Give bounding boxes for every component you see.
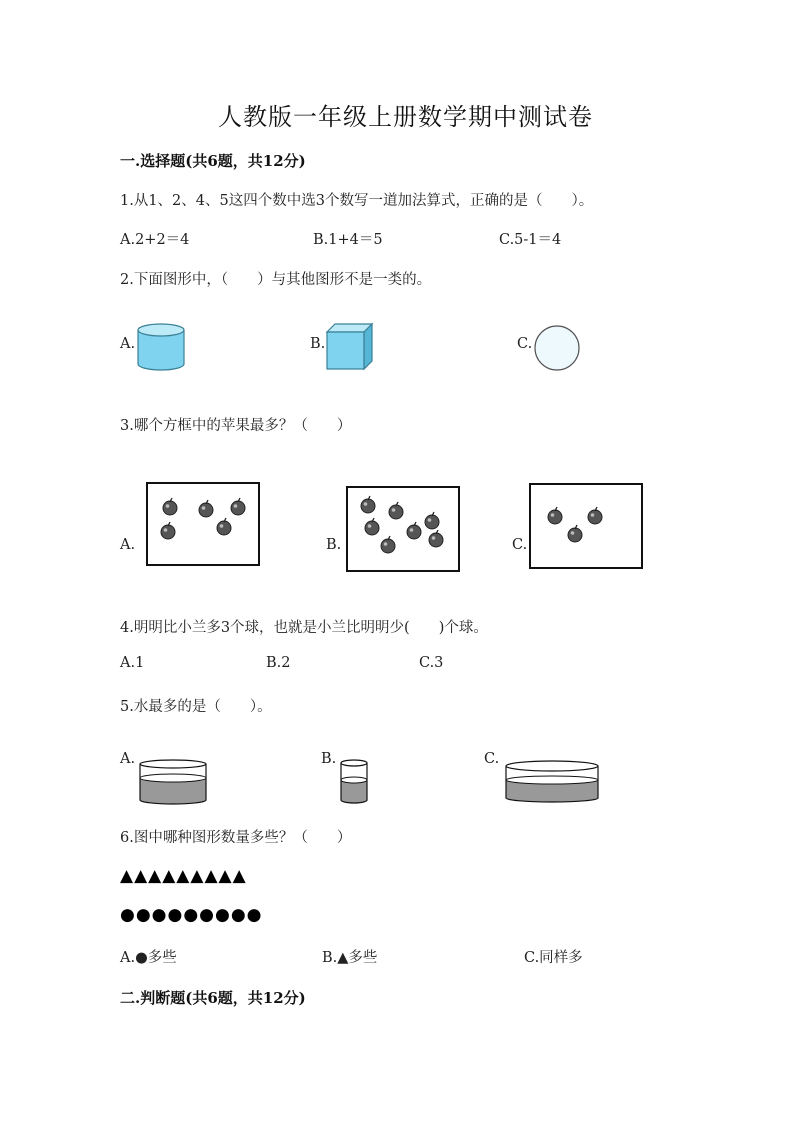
q5-option-b[interactable]: B. [321, 751, 337, 767]
apple-box-a [146, 482, 260, 566]
circle-row: ●●●●●●●●● [120, 905, 263, 925]
water-container-b [339, 758, 369, 806]
question-5: 5.水最多的是（ ）。 [120, 699, 272, 715]
cube-icon [325, 322, 375, 372]
q1-option-c[interactable]: C.5-1＝4 [499, 232, 562, 248]
circle-icon [534, 325, 582, 373]
apple-box-c [529, 483, 643, 569]
question-6: 6.图中哪种图形数量多些？（ ） [120, 830, 352, 846]
q2-option-c[interactable]: C. [517, 336, 533, 352]
question-3: 3.哪个方框中的苹果最多？（ ） [120, 418, 352, 434]
q5-option-c[interactable]: C. [484, 751, 500, 767]
section-heading-choice: 一.选择题(共6题，共12分) [120, 152, 306, 170]
q2-option-a[interactable]: A. [120, 336, 136, 352]
question-4: 4.明明比小兰多3个球，也就是小兰比明明少( )个球。 [120, 620, 488, 636]
q3-option-b[interactable]: B. [326, 537, 342, 553]
question-1: 1.从1、2、4、5这四个数中选3个数写一道加法算式，正确的是（ ）。 [120, 193, 594, 209]
q5-option-a[interactable]: A. [120, 751, 136, 767]
q2-option-b[interactable]: B. [310, 336, 326, 352]
q4-option-b[interactable]: B.2 [266, 655, 291, 671]
q6-option-c[interactable]: C.同样多 [524, 950, 583, 966]
section-heading-judgement: 二.判断题(共6题，共12分) [120, 989, 306, 1007]
q1-option-b[interactable]: B.1+4＝5 [313, 232, 383, 248]
q4-option-c[interactable]: C.3 [419, 655, 444, 671]
q6-option-b[interactable]: B.▲多些 [322, 950, 378, 966]
q1-option-a[interactable]: A.2+2＝4 [120, 232, 190, 248]
question-2: 2.下面图形中，（ ）与其他图形不是一类的。 [120, 272, 432, 288]
page-title: 人教版一年级上册数学期中测试卷 [218, 103, 593, 131]
water-container-c [504, 758, 600, 804]
water-container-a [138, 758, 208, 806]
q4-option-a[interactable]: A.1 [120, 655, 145, 671]
apple-box-b [346, 486, 460, 572]
q3-option-c[interactable]: C. [512, 537, 528, 553]
triangle-row: ▲▲▲▲▲▲▲▲▲ [120, 866, 247, 886]
q3-option-a[interactable]: A. [120, 537, 136, 553]
cylinder-icon [137, 323, 187, 373]
q6-option-a[interactable]: A.●多些 [120, 950, 177, 966]
